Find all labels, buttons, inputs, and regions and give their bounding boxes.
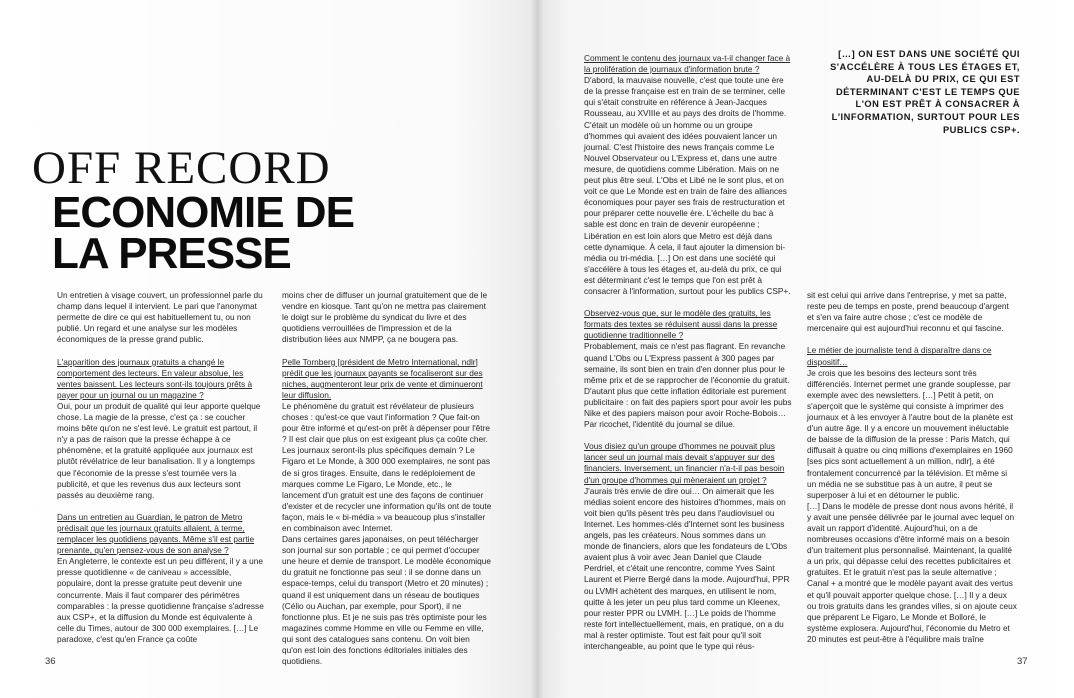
page-number-right: 37 — [1017, 656, 1028, 667]
answer: Dans certaines gares japonaises, on peut télécharger son journal sur son portable ; ce qui permet d'occuper une heure et demie de transport. Le modèle économique du gratuit ne fonctionne pas seul : il se donne dans un espace-temps, celui du transport (Metro et 20 minutes) ; quand il est uniquement dans un réseau de boutiques (Célio ou Auchan, par exemple, pour Sport), il ne fonctionne plus. Et je ne suis pas très optimiste pour les magazines comme Homme en ville ou Femme en ville, qui sont des catalogues sans contenu. On voit bien qu'on est loin des fonctions éditoriales initiales des quotidiens. — [282, 534, 491, 667]
answer: Probablement, mais ce n'est pas flagrant. En revanche quand L'Obs ou L'Express passent à 300 pages par semaine, ils sont bien en train d'en donner plus pour le même prix et de se rapprocher de l'économie du gratuit. D'autant plus que cette inflation éditoriale est purement publicitaire : on fait des papiers sport pour avoir les pubs Nike et des papiers maison pour avoir Roche-Bobois… Par ricochet, l'identité du journal se dilue. — [584, 341, 792, 430]
headline — [52, 188, 512, 278]
text-column-1 — [57, 290, 267, 650]
question: Vous disiez qu'un groupe d'hommes ne pouvait plus lancer seul un journal mais devait s'appuyer sur des financiers. Inversement, un financier n'a-t-il pas besoin d'un groupe d'hommes qui mèneraient un projet ? — [584, 441, 785, 485]
book-gutter — [530, 0, 544, 698]
question: Pelle Tornberg [président de Metro International, ndlr] prédit que les journaux payants se focaliseront sur des niches, augmenteront leur prix de vente et diminueront leur diffusion. — [282, 356, 483, 400]
paragraph: moins cher de diffuser un journal gratuitement que de le vendre en kiosque. Tant qu'on ne mettra pas clairement le doigt sur le problème du syndicat du livre et des quotidiens verrouillées de l'impression et de la distribution liées aux NMPP, ça ne bougera pas. — [282, 290, 488, 345]
headline-line-2: LA PRESSE — [52, 229, 291, 278]
question: Comment le contenu des journaux va-t-il changer face à la prolifération de journaux d'information brute ? — [584, 53, 791, 75]
intro-paragraph: Un entretien à visage couvert, un professionnel parle du champ dans lequel il intervient. Le pari que l'anonymat permette de dire ce qui est habituellement tu, ou non publié. Un regard et une analyse sur les modèles économiques de la presse grand public. — [57, 290, 263, 345]
article-title — [32, 142, 512, 278]
question: Dans un entretien au Guardian, le patron de Metro prédisait que les journaux gratuits allaient, à terme, remplacer les quotidiens payants. Même s'il est partie prenante, qu'en pensez-vous de son analyse ? — [57, 511, 255, 556]
section-kicker: OFF RECORD — [32, 142, 331, 194]
question: Observez-vous que, sur le modèle des gratuits, les formats des textes se réduisent aussi dans la presse quotidienne traditionnelle ? — [584, 308, 778, 341]
answer: D'abord, la mauvaise nouvelle, c'est que toute une ère de la presse française est en train de se terminer, celle qui s'était construite en référence à Jean-Jacques Rousseau, au XVIIIe et au pays des droits de l'homme. C'était un modèle où un homme ou un groupe d'hommes qui avaient des idées pouvaient lancer un journal. C'est l'histoire des news français comme Le Nouvel Observateur ou L'Express et, dans une autre mesure, de quotidiens comme Libération. Mais on ne peut plus être seul. L'Obs et Libé ne le sont plus, et on voit ce que Le Monde est en train de faire des alliances économiques pour payer ses frais de restructuration et pour préparer cette nouvelle ère. L'échelle du bac à sable est donc en train de devenir européenne ; Libération en est loin alors que Metro est déjà dans cette dynamique. À cela, il faut ajouter la dimension bi-média ou tri-média. […] On est dans une société qui s'accélère à tous les étages et, au-delà du prix, ce qui est déterminant c'est le temps que l'on est prêt à consacrer à l'information, surtout pour les publics CSP+. — [584, 75, 791, 296]
page-number-left: 36 — [45, 656, 56, 667]
headline-line-1: ECONOMIE DE — [52, 188, 354, 237]
answer: Le phénomène du gratuit est révélateur de plusieurs choses : qu'est-ce que vaut l'information ? Que fait-on pour être informé et qu'est-on prêt à dépenser pour l'être ? Il est clair que plus on est exigeant plus ça coûte cher. Les journaux seront-ils plus spécifiques demain ? Le Figaro et Le Monde, à 300 000 exemplaires, ne sont pas de si gros tirages. Ensuite, dans le redéploiement de marques comme Le Figaro, Le Monde, etc., le lancement d'un gratuit est une des façons de continuer d'exister et de recycler une information qu'ils ont de toute façon, mais le « bi-média » va beaucoup plus s'installer en combinaison avec Internet. — [282, 400, 492, 533]
answer: […] Dans le modèle de presse dont nous avons hérité, il y avait une pensée délivrée par le journal avec lequel on avait un rapport d'identité. Aujourd'hui, on a de nombreuses occasions d'être informé mais on a besoin d'un traitement plus personnalisé. Maintenant, la qualité a un prix, qui dépasse celui des recettes publicitaires et gratuites. Et le gratuit n'est pas la seule alternative ; Canal + a montré que le modèle payant avait des vertus et qu'il pouvait apporter quelque chose. […] Il y a deux ou trois gratuits dans les grandes villes, si on ajoute ceux que préparent Le Figaro, Le Monde et Bolloré, le système explosera. Aujourd'hui, l'économie du Metro et 20 minutes est peut-être à l'équilibre mais traîne — [807, 500, 1017, 644]
paragraph: sit est celui qui arrive dans l'entreprise, y met sa patte, reste peu de temps en poste, prend beaucoup d'argent et s'en va faire autre chose ; c'est ce modèle de mercenaire qui est aujourd'hui reconnu et qui fascine. — [807, 290, 1009, 334]
answer: Oui, pour un produit de qualité qui leur apporte quelque chose. La magie de la presse, c'est ça : se coucher moins bête qu'on ne s'est levé. Le gratuit est partout, il n'y a pas de raison que la presse échappe à ce phénomène, et la gratuité appliquée aux journaux est plutôt révélatrice de leur banalisation. Il y a longtemps que l'économie de la presse s'est tournée vers la publicité, et que les revenus dus aux lecteurs sont passés au deuxième rang. — [57, 400, 261, 500]
answer: Je crois que les besoins des lecteurs sont très différenciés. Internet permet une grande souplesse, par exemple avec des newsletters. […] Petit à petit, on s'aperçoit que le système qui consiste à imprimer des journaux et à les envoyer à l'autre bout de la planète est d'un autre âge. Il y a encore un mouvement inéluctable de baisse de la diffusion de la presse : Paris Match, qui diffusait à quatre ou cinq millions d'exemplaires en 1960 [ses pics sont actuellement à un million, ndlr], a été frontalement concurrencé par la télévision. Et même si un média ne se substitue pas à un autre, il peut se superposer à lui et en détourner le public. — [807, 367, 1013, 500]
text-column-3 — [584, 53, 792, 663]
text-column-4 — [807, 290, 1017, 660]
pull-quote: […] ON EST DANS UNE SOCIÉTÉ QUI S'ACCÉLÈRE À TOUS LES ÉTAGES ET, AU-DELÀ DU PRIX, CE QUI EST DÉTERMINANT C'EST LE TEMPS QUE L'ON EST PRÊT À CONSACRER À L'INFORMATION, SURTOUT POUR LES PUBLICS CSP+. — [830, 49, 1020, 135]
answer: En Angleterre, le contexte est un peu différent, il y a une presse quotidienne « de caniveau » accessible, populaire, dont la presse gratuite peut devenir une concurrente. Mais il faut comparer des périmètres comparables : la presse quotidienne française s'adresse aux CSP+, et la diffusion du Monde est équivalente à celle du Times, autour de 300 000 exemplaires. […] Le paradoxe, c'est qu'en France ça coûte — [57, 556, 264, 644]
question: Le métier de journaliste tend à disparaître dans ce dispositif… — [807, 345, 992, 367]
question: L'apparition des journaux gratuits a changé le comportement des lecteurs. En valeur absolue, les ventes baissent. Les lecteurs sont-ils toujours prêts à payer pour un journal ou un magazine ? — [57, 356, 253, 400]
answer: J'aurais très envie de dire oui… On aimerait que les médias soient encore des histoires d'hommes, mais on voit bien qu'ils pèsent très peu dans l'audiovisuel ou Internet. Les hommes-clés d'Internet sont les business angels, pas les créateurs. Nous sommes dans un monde de financiers, alors que les fondateurs de L'Obs avaient plus à voir avec Jean Daniel que Claude Perdriel, et c'était une rencontre, comme Yves Saint Laurent et Pierre Bergé dans la mode. Aujourd'hui, PPR ou LVMH achètent des marques, en utilisent le nom, quitte à les jeter un peu plus tard comme un Kleenex, pour rester PPR ou LVMH. […] Le poids de l'homme reste fort intellectuellement, mais, en pratique, on a du mal à rester optimiste. Tout est fait pour qu'il soit interchangeable, au point que le type qui réus- — [584, 485, 790, 651]
text-column-2 — [282, 290, 492, 667]
